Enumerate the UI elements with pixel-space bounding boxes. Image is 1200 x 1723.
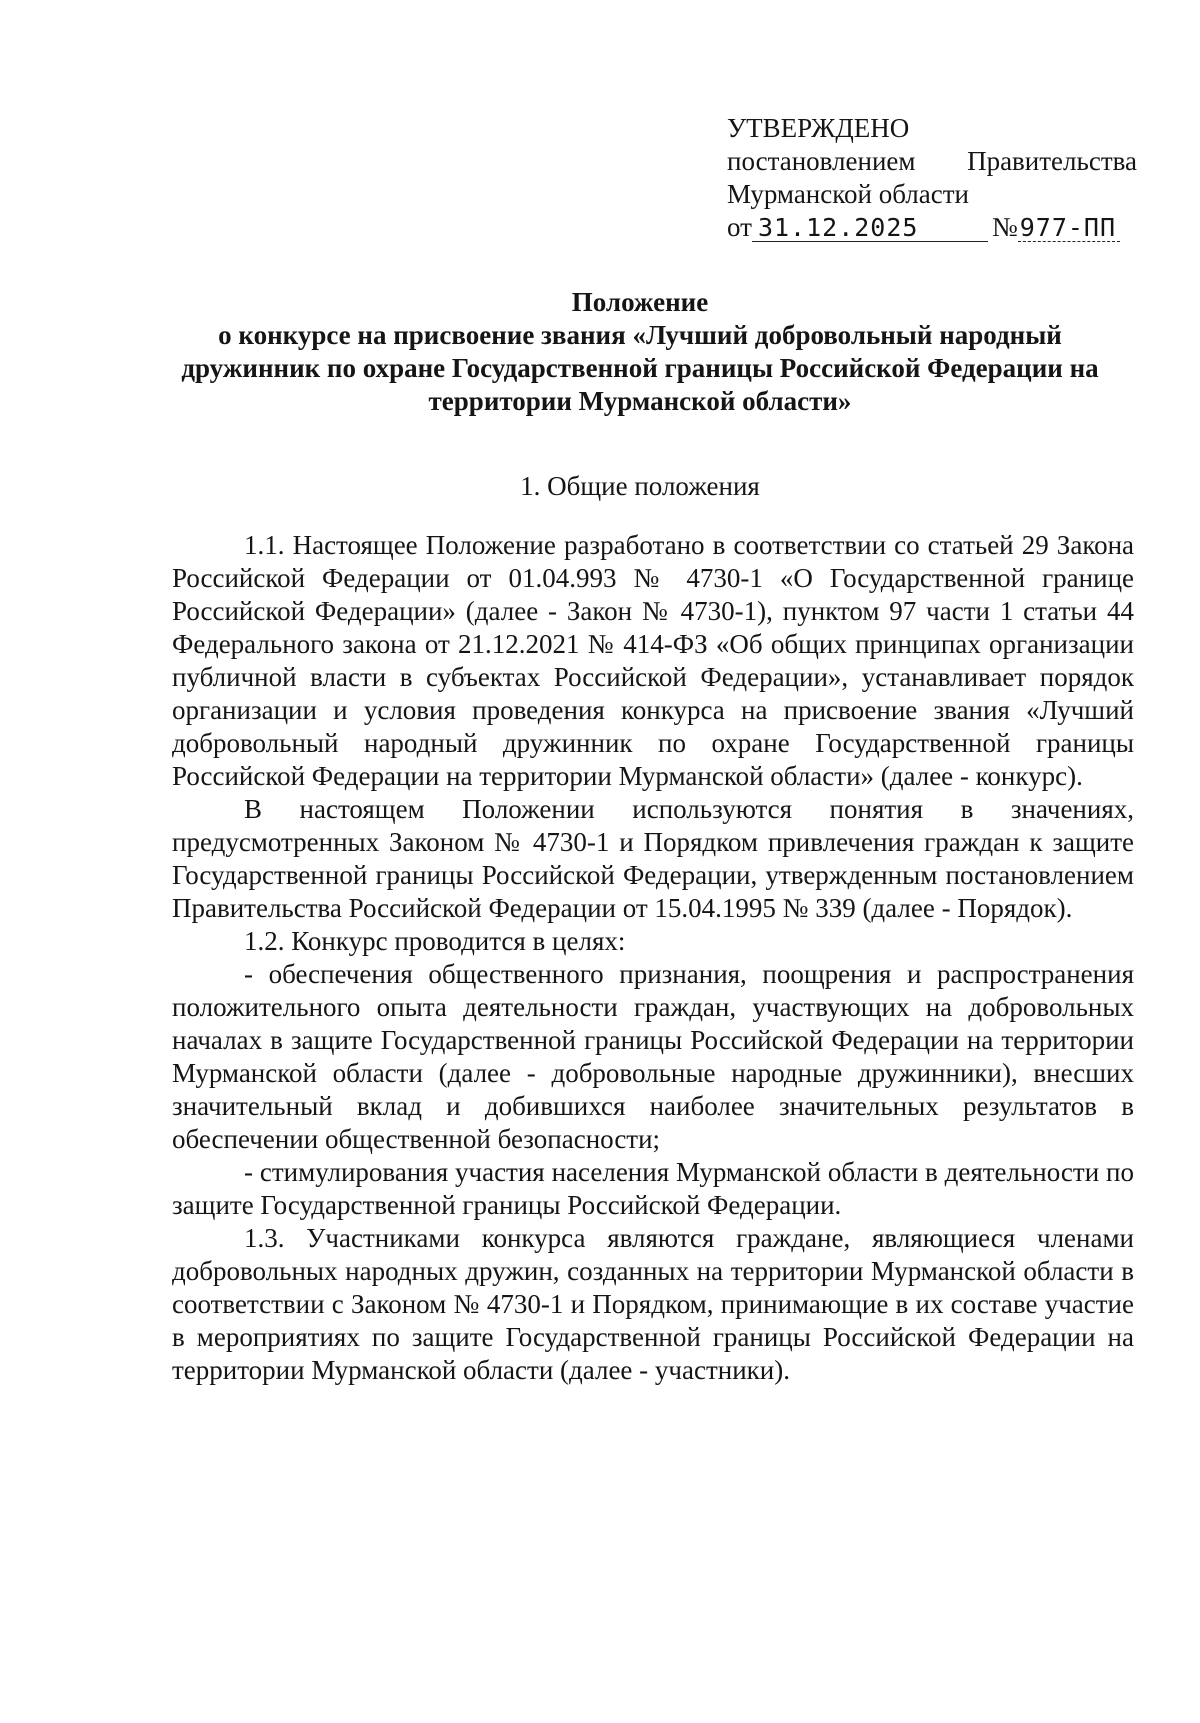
paragraph-1-2: 1.2. Конкурс проводится в целях: — [244, 926, 626, 956]
paragraph-1-3: 1.3. Участниками конкурса являются граждане, являющиеся членами добровольных народных дружин, созданных на территории Мурманской области в соответствии с Законом № 4730-1 и Порядком, принимающие в их составе участие в мероприятиях по защите Государственной границы Российской Федерации на территории Мурманской области (далее - участники). — [172, 1223, 1134, 1385]
section-body — [172, 529, 1134, 1387]
approval-line-1-left: постановлением — [727, 146, 916, 176]
approval-date-line — [727, 211, 1137, 244]
approval-line-1 — [727, 145, 1137, 178]
approval-line-1-right: Правительства — [967, 146, 1137, 176]
approval-line-2: Мурманской области — [727, 179, 969, 209]
title-line-2: о конкурсе на присвоение звания «Лучший добровольный народный дружинник по охране Государственной границы Российской Федерации на территории Мурманской области» — [181, 320, 1099, 416]
title-line-1: Положение — [571, 287, 709, 317]
list-item-goal-1: - обеспечения общественного признания, поощрения и распространения положительного опыта деятельности граждан, участвующих на добровольных началах в защите Государственной границы Российской Федерации на территории Мурманской области (далее - добровольные народные дружинники), внесших значительный вклад и добившихся наиболее значительных результатов в обеспечении общественной безопасности; — [172, 959, 1134, 1154]
number-sign: № — [991, 212, 1018, 242]
date-prefix: от — [727, 212, 752, 242]
paragraph-definitions: В настоящем Положении используются понятия в значениях, предусмотренных Законом № 4730-1 и Порядком привлечения граждан к защите Государственной границы Российской Федерации, утвержденным постановлением Правительства Российской Федерации от 15.04.1995 № 339 (далее - Порядок). — [172, 794, 1134, 923]
approval-block — [727, 112, 1137, 244]
date-value: 31.12.2025 — [752, 215, 988, 242]
approval-stamp: УТВЕРЖДЕНО — [727, 113, 910, 143]
number-value: 977-ПП — [1018, 215, 1120, 242]
paragraph-1-1: 1.1. Настоящее Положение разработано в соответствии со статьей 29 Закона Российской Федерации от 01.04.993 № 4730-1 «О Государственной границе Российской Федерации» (далее - Закон № 4730-1), пунктом 97 части 1 статьи 44 Федерального закона от 21.12.2021 № 414-ФЗ «Об общих принципах организации публичной власти в субъектах Российской Федерации», устанавливает порядок организации и условия проведения конкурса на присвоение звания «Лучший добровольный народный дружинник по охране Государственной границы Российской Федерации на территории Мурманской области» (далее - конкурс). — [172, 530, 1134, 791]
section-heading: 1. Общие положения — [520, 471, 760, 501]
document-title — [150, 286, 1130, 418]
list-item-goal-2: - стимулирования участия населения Мурманской области в деятельности по защите Государственной границы Российской Федерации. — [172, 1157, 1134, 1220]
